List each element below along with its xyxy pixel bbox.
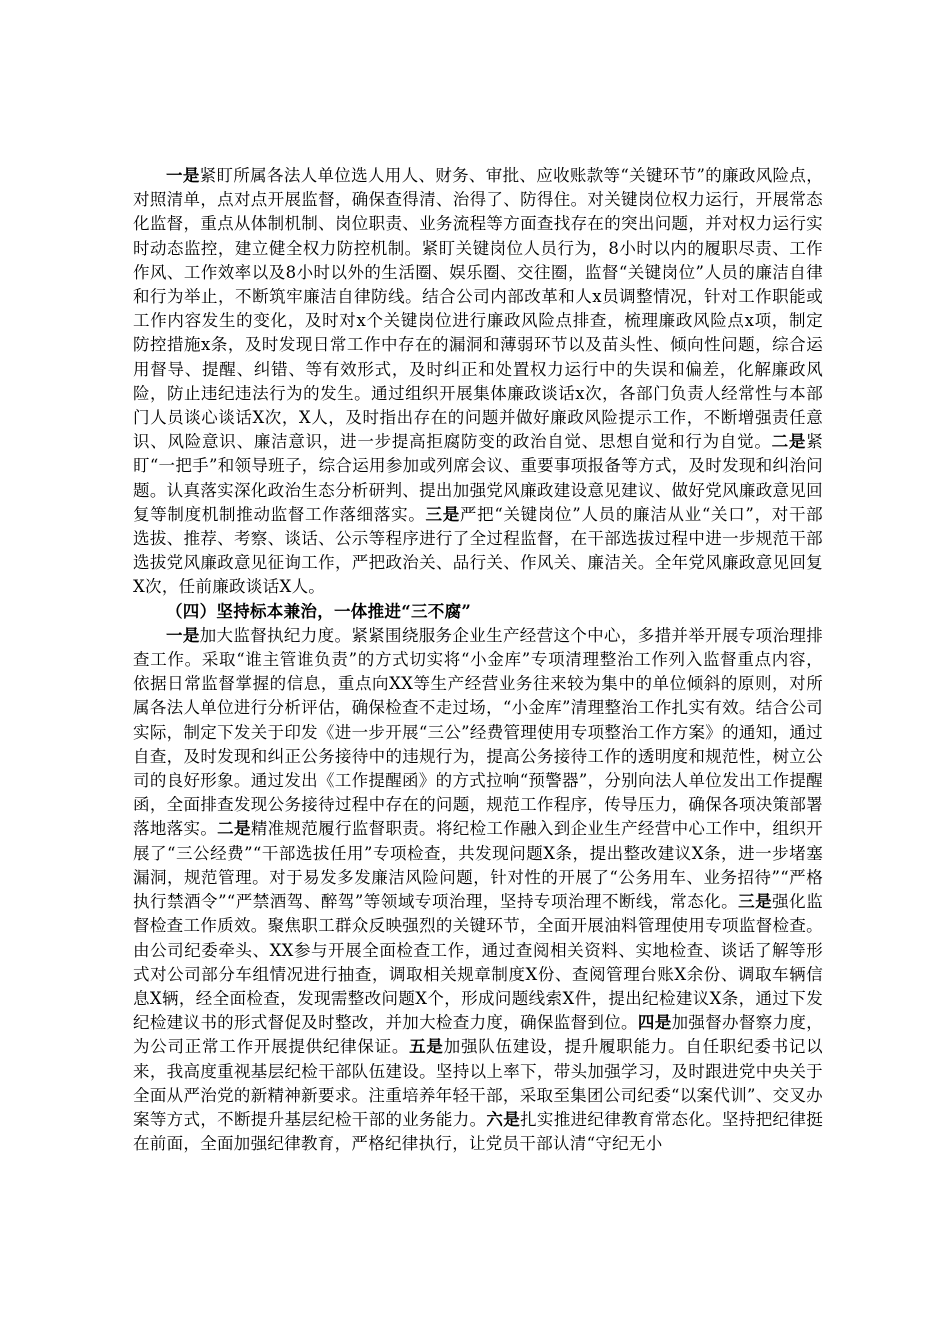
point-text-1: 紧盯所属各法人单位选人用人、财务、审批、应收账款等“关键环节”的廉政风险点，对照清单，点对点开展监督，确保查得清、治得了、防得住。对关键岗位权力运行，开展常态化监督，重点从体制机制、岗位职责、业务流程等方面查找存在的突出问题，并对权力运行实时动态监控，建立健全权力防控机制。紧盯关键岗位人员行为，8小时以内的履职尽责、工作作风、工作效率以及8小时以外的生活圈、娱乐圈、交往圈，监督“关键岗位”人员的廉洁自律和行为举止，不断筑牢廉洁自律防线。结合公司内部改革和人x员调整情况，针对工作职能或工作内容发生的变化，及时对x个关键岗位进行廉政风险点排查，梳理廉政风险点x项，制定防控措施x条，及时发现日常工作中存在的漏洞和薄弱环节以及苗头性、倾向性问题，综合运用督导、提醒、纠错、等有效形式，及时纠正和处置权力运行中的失误和偏差，化解廉政风险，防止违纪违法行为的发生。通过组织开展集体廉政谈话x次，各部门负责人经常性与本部门人员谈心谈话X次，X人，及时指出存在的问题并做好廉政风险提示工作，不断增强责任意识、风险意识、廉洁意识，进一步提高拒腐防变的政治自觉、思想自觉和行为自觉。: [133, 166, 823, 452]
document-body: [133, 164, 823, 1156]
point-text-3: 严把“关键岗位”人员的廉洁从业“关口”，对干部选拔、推荐、考察、谈话、公示等程序进行了全过程监督，在干部选拔过程中进一步规范干部选拔党风廉政意见征询工作，严把政治关、品行关、作风关、廉洁关。全年党风廉政意见回复X次，任前廉政谈话X人。: [133, 504, 823, 597]
point-marker-1: 一是: [166, 625, 200, 645]
point-marker-1: 一是: [166, 166, 200, 185]
point-text-1: 加大监督执纪力度。紧紧围绕服务企业生产经营这个中心，多措并举开展专项治理排查工作。采取“谁主管谁负责”的方式切实将“小金库”专项清理整治工作列入监督重点内容，依据日常监督掌握的信息，重点向XX等生产经营业务往来较为集中的单位倾斜的原则，对所属各法人单位进行分析评估，确保检查不走过场，“小金库”清理整治工作扎实有效。结合公司实际，制定下发关于印发《进一步开展“三公”经费管理使用专项整治工作方案》的通知，通过自查，及时发现和纠正公务接待中的违规行为，提高公务接待工作的透明度和规范性，树立公司的良好形象。通过发出《工作提醒函》的方式拉响“预警器”，分别向法人单位发出工作提醒函，全面排查发现公务接待过程中存在的问题，规范工作程序，传导压力，确保各项决策部署落地落实。: [133, 625, 823, 839]
section-heading-4: （四）坚持标本兼治，一体推进“三不腐”: [166, 601, 472, 621]
point-marker-2: 二是: [217, 819, 251, 839]
point-marker-3: 三是: [425, 504, 460, 524]
point-text-4: 加强督办督察力度，为公司正常工作开展提供纪律保证。: [133, 1013, 824, 1057]
point-marker-5: 五是: [409, 1037, 444, 1057]
point-text-2: 精准规范履行监督职责。将纪检工作融入到企业生产经营中心工作中，组织开展了“三公经费”“干部选拔任用”专项检查，共发现问题X条，提出整改建议X条，进一步堵塞漏洞，规范管理。对于易发多发廉洁风险问题，针对性的开展了“公务用车、业务招待”“严格执行禁酒令”“严禁酒驾、醉驾”等领域专项治理，坚持专项治理不断线，常态化。: [133, 819, 824, 912]
point-text-6: 扎实推进纪律教育常态化。坚持把纪律挺在前面，全面加强纪律教育，严格纪律执行，让党员干部认清“守纪无小: [133, 1109, 823, 1154]
point-text-2: 紧盯“一把手”和领导班子，综合运用参加或列席会议、重要事项报备等方式，及时发现和纠治问题。认真落实深化政治生态分析研判、提出加强党风廉政建设意见建议、做好党风廉政意见回复等制度机制推动监督工作落细落实。: [133, 432, 823, 524]
point-marker-4: 四是: [637, 1013, 672, 1033]
point-marker-2: 二是: [771, 432, 807, 452]
point-text-5: 加强队伍建设，提升履职能力。自任职纪委书记以来，我高度重视基层纪检干部队伍建设。坚持以上率下，带头加强学习，及时跟进党中央关于全面从严治党的新精神新要求。注重培养年轻干部，采取至集团公司纪委“以案代训”、交叉办案等方式，不断提升基层纪检干部的业务能力。: [133, 1037, 823, 1129]
point-text-3: 强化监督检查工作质效。聚焦职工群众反映强烈的关键环节，全面开展油料管理使用专项监督检查。由公司纪委牵头、XX参与开展全面检查工作，通过查阅相关资料、实地检查、谈话了解等形式对公司部分车组情况进行抽查，调取相关规章制度X份、查阅管理台账X余份、调取车辆信息X辆，经全面检查，发现需整改问题X个，形成问题线索X件，提出纪检建议X条，通过下发纪检建议书的形式督促及时整改，并加大检查力度，确保监督到位。: [133, 892, 824, 1033]
paragraph-three-no-corruption: [133, 624, 823, 1156]
point-marker-6: 六是: [486, 1109, 521, 1129]
paragraph-key-positions: [133, 164, 823, 600]
point-marker-3: 三是: [738, 892, 773, 912]
